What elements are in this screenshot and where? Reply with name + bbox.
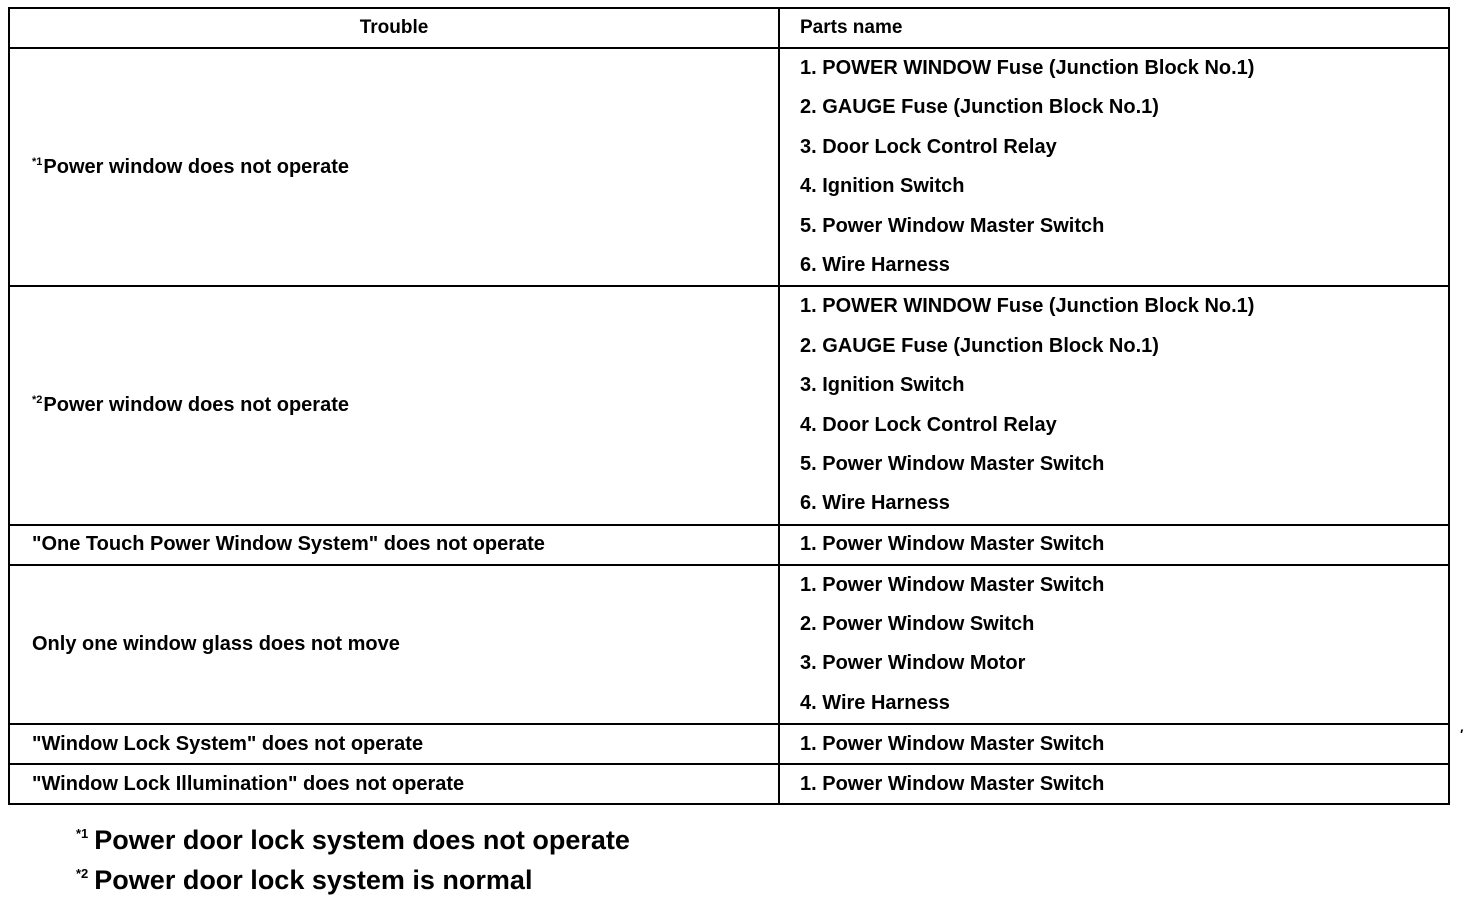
header-trouble: Trouble — [9, 8, 779, 48]
part-item: 2. GAUGE Fuse (Junction Block No.1) — [800, 334, 1159, 357]
part-item: 6. Wire Harness — [800, 492, 950, 515]
part-item: 3. Door Lock Control Relay — [800, 135, 1057, 158]
part-item: 5. Power Window Master Switch — [800, 214, 1105, 237]
trouble-cell: "One Touch Power Window System" does not operate — [9, 525, 779, 565]
table-row — [9, 565, 1449, 725]
parts-list — [800, 287, 1448, 523]
part-item: 4. Door Lock Control Relay — [800, 413, 1057, 436]
footnote-mark: *2 — [76, 866, 89, 881]
trouble-cell — [9, 48, 779, 286]
parts-cell — [779, 565, 1449, 725]
trouble-text: Power window does not operate — [43, 394, 349, 417]
part-item: 1. POWER WINDOW Fuse (Junction Block No.1) — [800, 295, 1255, 318]
part-item: 1. Power Window Master Switch — [800, 573, 1105, 596]
table-row — [9, 286, 1449, 524]
parts-cell — [779, 48, 1449, 286]
footnote-2 — [76, 860, 630, 900]
footnote-text: Power door lock system is normal — [94, 865, 533, 895]
table-row — [9, 764, 1449, 804]
table-row — [9, 48, 1449, 286]
part-item: 1. POWER WINDOW Fuse (Junction Block No.1) — [800, 57, 1255, 79]
parts-cell — [779, 286, 1449, 524]
table-row — [9, 525, 1449, 565]
footnote-mark: *2 — [32, 394, 43, 407]
footnotes — [76, 820, 630, 900]
footnote-mark: *1 — [32, 155, 43, 168]
table-row — [9, 724, 1449, 764]
trouble-cell: "Window Lock Illumination" does not operate — [9, 764, 779, 804]
part-item: 6. Wire Harness — [800, 253, 950, 276]
footnote-text: Power door lock system does not operate — [94, 825, 630, 855]
parts-list — [800, 49, 1448, 285]
trouble-text: Power window does not operate — [43, 155, 349, 178]
troubleshooting-table-container — [8, 7, 1448, 805]
table-header-row — [9, 8, 1449, 48]
parts-cell: 1. Power Window Master Switch — [779, 525, 1449, 565]
trouble-cell: "Window Lock System" does not operate — [9, 724, 779, 764]
parts-cell: 1. Power Window Master Switch — [779, 764, 1449, 804]
header-parts-name: Parts name — [779, 8, 1449, 48]
footnote-1 — [76, 820, 630, 860]
parts-cell: 1. Power Window Master Switch — [779, 724, 1449, 764]
troubleshooting-table — [8, 7, 1450, 805]
footnote-mark: *1 — [76, 826, 89, 841]
trouble-cell — [9, 286, 779, 524]
part-item: 2. Power Window Switch — [800, 613, 1035, 636]
part-item: 2. GAUGE Fuse (Junction Block No.1) — [800, 96, 1159, 119]
part-item: 5. Power Window Master Switch — [800, 452, 1105, 475]
margin-tick-mark: ′ — [1460, 726, 1464, 742]
trouble-cell: Only one window glass does not move — [9, 565, 779, 725]
part-item: 4. Wire Harness — [800, 691, 950, 714]
part-item: 3. Ignition Switch — [800, 374, 965, 397]
part-item: 4. Ignition Switch — [800, 175, 965, 198]
part-item: 3. Power Window Motor — [800, 652, 1026, 675]
parts-list — [800, 566, 1448, 724]
